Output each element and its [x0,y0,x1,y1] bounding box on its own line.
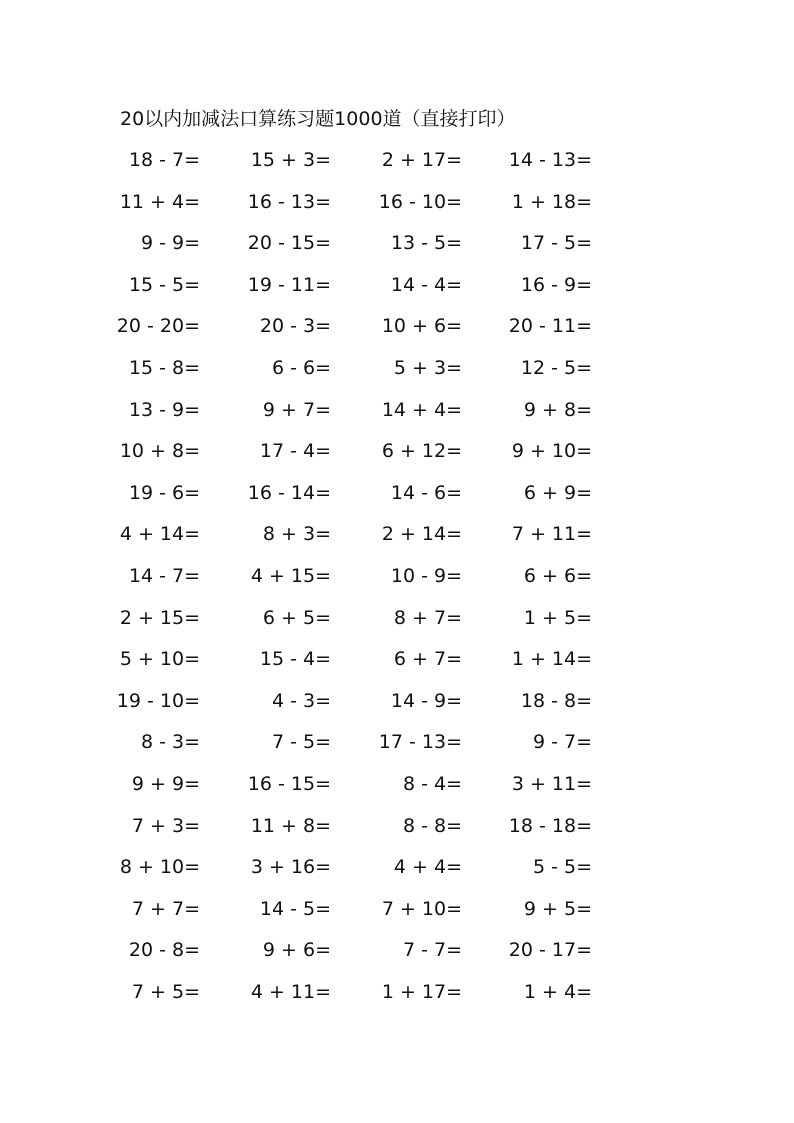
math-problem: 9 + 7= [262,398,331,421]
math-problem: 17 - 5= [520,232,592,255]
math-problem: 10 + 8= [119,440,200,463]
math-problem: 19 - 6= [128,481,200,504]
math-problem: 6 + 7= [393,648,462,671]
math-problem: 15 - 8= [128,357,200,379]
math-problem: 10 - 9= [390,565,462,587]
math-problem: 7 + 11= [511,523,592,546]
math-problem: 9 + 8= [523,398,592,421]
math-problem: 2 + 14= [381,523,462,546]
math-problem: 14 - 9= [390,689,462,712]
math-problem: 5 - 5= [532,856,592,879]
math-problem: 20 - 3= [259,315,331,338]
math-problem: 1 + 5= [523,606,592,629]
math-problem: 13 - 9= [128,398,200,421]
math-problem: 18 - 18= [508,814,592,837]
math-problem: 17 - 4= [259,440,331,463]
math-problem: 15 + 3= [250,149,331,171]
math-problem: 11 + 8= [250,814,331,837]
math-problem: 20 - 8= [128,939,200,962]
math-problem: 5 + 10= [119,648,200,671]
math-problem: 4 + 11= [250,981,331,1003]
math-problem: 14 - 4= [390,273,462,296]
math-problem: 9 - 9= [140,232,200,255]
math-problem: 16 - 14= [247,481,331,504]
math-problem: 16 - 10= [378,190,462,213]
math-problem: 14 - 7= [128,565,200,587]
math-problem: 8 + 10= [119,856,200,879]
math-problem: 6 + 5= [262,606,331,629]
math-problem: 18 - 8= [520,689,592,712]
math-problem: 9 - 7= [532,731,592,754]
math-problem: 6 + 9= [523,481,592,504]
math-problem: 14 + 4= [381,398,462,421]
math-problem: 7 + 7= [131,897,200,920]
math-problem: 10 + 6= [381,315,462,338]
math-problem: 15 - 4= [259,648,331,671]
math-problem: 4 + 15= [250,565,331,587]
math-problem: 6 + 6= [523,565,592,587]
math-problem: 5 + 3= [393,357,462,379]
math-problem: 20 - 11= [508,315,592,338]
math-problem: 4 - 3= [271,689,331,712]
math-problem: 16 - 13= [247,190,331,213]
math-problem: 9 + 9= [131,773,200,795]
math-problem: 2 + 17= [381,149,462,171]
math-problem: 15 - 5= [128,273,200,296]
math-problem: 8 + 3= [262,523,331,546]
math-problem: 1 + 4= [523,981,592,1003]
math-problem: 20 - 15= [247,232,331,255]
math-problem: 16 - 9= [520,273,592,296]
math-problem: 9 + 10= [511,440,592,463]
math-problem: 18 - 7= [128,149,200,171]
math-problem: 1 + 18= [511,190,592,213]
math-problem: 9 + 5= [523,897,592,920]
math-problem: 4 + 14= [119,523,200,546]
math-problem: 1 + 17= [381,981,462,1003]
math-problem: 7 + 3= [131,814,200,837]
math-problem: 8 - 4= [402,773,462,795]
math-problem: 19 - 11= [247,273,331,296]
math-problem: 19 - 10= [116,689,200,712]
math-problem: 7 - 7= [402,939,462,962]
math-problem: 8 + 7= [393,606,462,629]
math-problem: 1 + 14= [511,648,592,671]
math-problem: 9 + 6= [262,939,331,962]
math-problem: 12 - 5= [520,357,592,379]
math-problem: 14 - 5= [259,897,331,920]
math-problem: 7 - 5= [271,731,331,754]
page-title: 20以内加减法口算练习题1000道（直接打印） [120,108,516,130]
math-problem: 6 - 6= [271,357,331,379]
math-problem: 4 + 4= [393,856,462,879]
math-problem: 20 - 20= [116,315,200,338]
math-problem: 13 - 5= [390,232,462,255]
math-problem: 7 + 10= [381,897,462,920]
math-problem: 7 + 5= [131,981,200,1003]
math-problem: 8 - 3= [140,731,200,754]
math-problem: 20 - 17= [508,939,592,962]
math-problem: 6 + 12= [381,440,462,463]
math-problem: 14 - 13= [508,149,592,171]
math-problem: 11 + 4= [119,190,200,213]
math-problem: 3 + 11= [511,773,592,795]
math-problem: 8 - 8= [402,814,462,837]
math-problem: 14 - 6= [390,481,462,504]
math-problem: 17 - 13= [378,731,462,754]
math-problem: 16 - 15= [247,773,331,795]
math-problem: 3 + 16= [250,856,331,879]
math-problem: 2 + 15= [119,606,200,629]
